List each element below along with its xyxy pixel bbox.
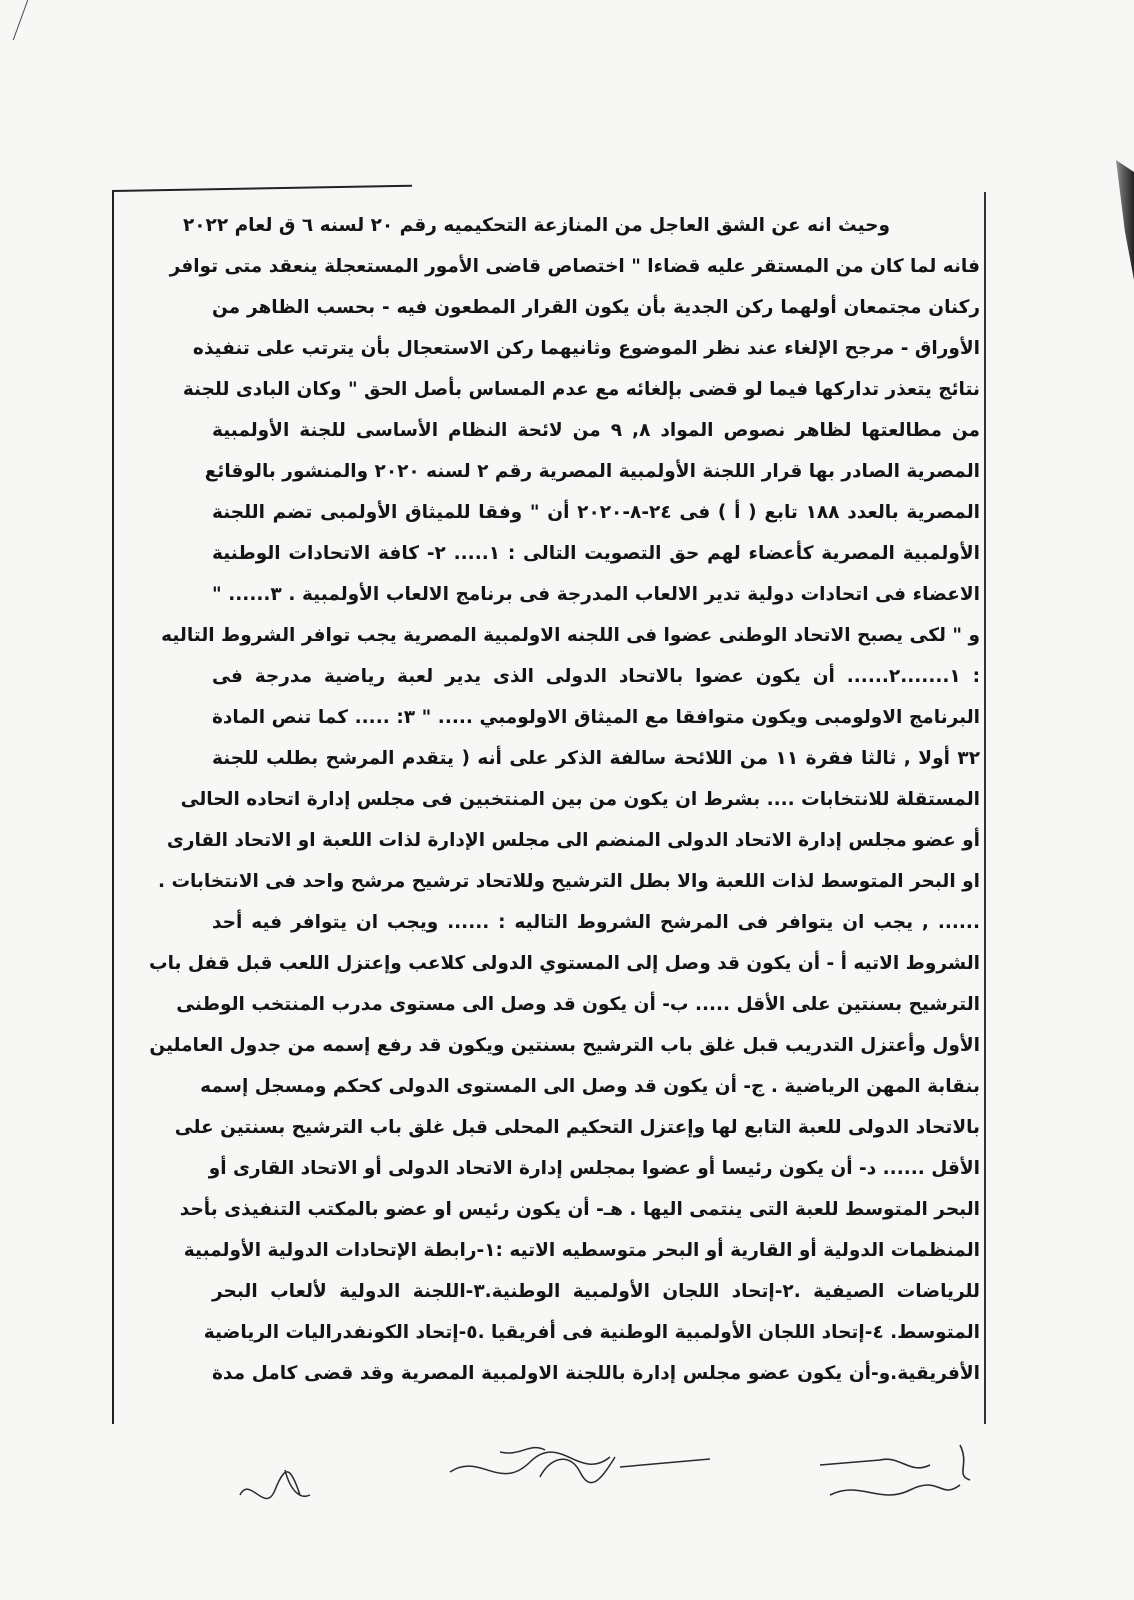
text-line: الشروط الاتيه أ - أن يكون قد وصل إلى المستوي الدولى كلاعب وإعتزل اللعب قبل قفل باب: [148, 953, 980, 974]
text-line: ركنان مجتمعان أولهما ركن الجدية بأن يكون القرار المطعون فيه - بحسب الظاهر من: [212, 297, 980, 318]
text-line: الأقل ...... د- أن يكون رئيسا أو عضوا بمجلس إدارة الاتحاد الدولى أو الاتحاد القارى أو: [208, 1158, 980, 1179]
signature-left: [230, 1455, 330, 1529]
text-line: وحيث انه عن الشق العاجل من المنازعة التحكيميه رقم ٢٠ لسنه ٦ ق لعام ٢٠٢٢: [182, 215, 890, 236]
document-body: [148, 205, 980, 1394]
signature-left-drawing: [230, 1455, 330, 1525]
text-line: المصرية الصادر بها قرار اللجنة الأولمبية المصرية رقم ٢ لسنه ٢٠٢٠ والمنشور بالوقائع: [204, 461, 980, 482]
text-line: للرياضات الصيفية .٢-إتحاد اللجان الأولمبية الوطنية.٣-اللجنة الدولية لألعاب البحر: [212, 1281, 980, 1302]
text-line: البحر المتوسط للعبة التى ينتمى اليها . هـ- أن يكون رئيس او عضو بالمكتب التنفيذى بأحد: [179, 1199, 980, 1220]
text-line: الأولمبية المصرية كأعضاء لهم حق التصويت التالى : ١..... ٢- كافة الاتحادات الوطنية: [212, 543, 980, 564]
frame-top-border: [112, 185, 412, 192]
text-line: الترشيح بسنتين على الأقل ..... ب- أن يكون قد وصل الى مستوى مدرب المنتخب الوطنى: [176, 994, 980, 1015]
text-line: أو عضو مجلس إدارة الاتحاد الدولى المنضم الى مجلس الإدارة لذات اللعبة او الاتحاد القارى: [166, 830, 980, 851]
signature-center: [440, 1432, 720, 1506]
signature-right: [810, 1435, 1010, 1519]
text-line: الاعضاء فى اتحادات دولية تدير الالعاب المدرجة فى برنامج الالعاب الأولمبية . ٣...... ": [212, 584, 980, 605]
text-line: البرنامج الاولومبى ويكون متوافقا مع الميثاق الاولومبي ..... " ٣: ..... كما تنص المادة: [212, 707, 980, 728]
text-line: المصرية بالعدد ١٨٨ تابع ( أ ) فى ٢٤-٨-٢٠٢٠ أن " وفقا للميثاق الأولمبى تضم اللجنة: [212, 502, 980, 523]
text-line: فانه لما كان من المستقر عليه قضاءا " اختصاص قاضى الأمور المستعجلة ينعقد متى توافر: [169, 256, 980, 277]
signature-center-drawing: [440, 1432, 720, 1502]
text-line: المتوسط. ٤-إتحاد اللجان الأولمبية الوطنية فى أفريقيا .٥-إتحاد الكونفدراليات الرياضية: [203, 1322, 980, 1343]
text-line: الأول وأعتزل التدريب قبل غلق باب الترشيح بسنتين ويكون قد رفع إسمه من جدول العاملين: [149, 1035, 980, 1056]
text-line: الأفريقية.و-أن يكون عضو مجلس إدارة باللجنة الاولمبية المصرية وقد قضى كامل مدة: [212, 1363, 980, 1384]
text-line: من مطالعتها لظاهر نصوص المواد ٨, ٩ من لائحة النظام الأساسى للجنة الأولمبية: [212, 420, 980, 441]
text-line: : ١.......٢...... أن يكون عضوا بالاتحاد الدولى الذى يدير لعبة رياضية مدرجة فى: [212, 666, 980, 687]
text-line: بالاتحاد الدولى للعبة التابع لها وإعتزل التحكيم المحلى قبل غلق باب الترشيح بسنتين على: [174, 1117, 980, 1138]
text-line: نتائج يتعذر تداركها فيما لو قضى بإلغائه مع عدم المساس بأصل الحق " وكان البادى للجنة: [182, 379, 980, 400]
text-line: و " لكى يصبح الاتحاد الوطنى عضوا فى اللجنه الاولمبية المصرية يجب توافر الشروط التاليه: [161, 625, 980, 646]
scan-edge-shadow: [1104, 160, 1134, 280]
text-line: ٣٢ أولا , ثالثا فقرة ١١ من اللائحة سالفة الذكر على أنه ( يتقدم المرشح بطلب للجنة: [212, 748, 980, 769]
signature-right-drawing: [810, 1435, 1010, 1515]
text-line: المنظمات الدولية أو القارية أو البحر متوسطيه الاتيه :١-رابطة الإتحادات الدولية الأولمبية: [183, 1240, 980, 1261]
text-line: ...... , يجب ان يتوافر فى المرشح الشروط التاليه : ...... ويجب ان يتوافر فيه أحد: [212, 912, 980, 933]
text-line: الأوراق - مرجح الإلغاء عند نظر الموضوع وثانيهما ركن الاستعجال بأن يترتب على تنفيذه: [192, 338, 980, 359]
text-line: المستقلة للانتخابات .... بشرط ان يكون من بين المنتخبين فى مجلس إدارة اتحاده الحالى: [180, 789, 980, 810]
page-corner-fold: [0, 0, 28, 40]
text-line: او البحر المتوسط لذات اللعبة والا بطل الترشيح وللاتحاد ترشيح مرشح واحد فى الانتخابات .: [157, 871, 980, 892]
text-line: بنقابة المهن الرياضية . ج- أن يكون قد وصل الى المستوى الدولى كحكم ومسجل إسمه: [200, 1076, 980, 1097]
